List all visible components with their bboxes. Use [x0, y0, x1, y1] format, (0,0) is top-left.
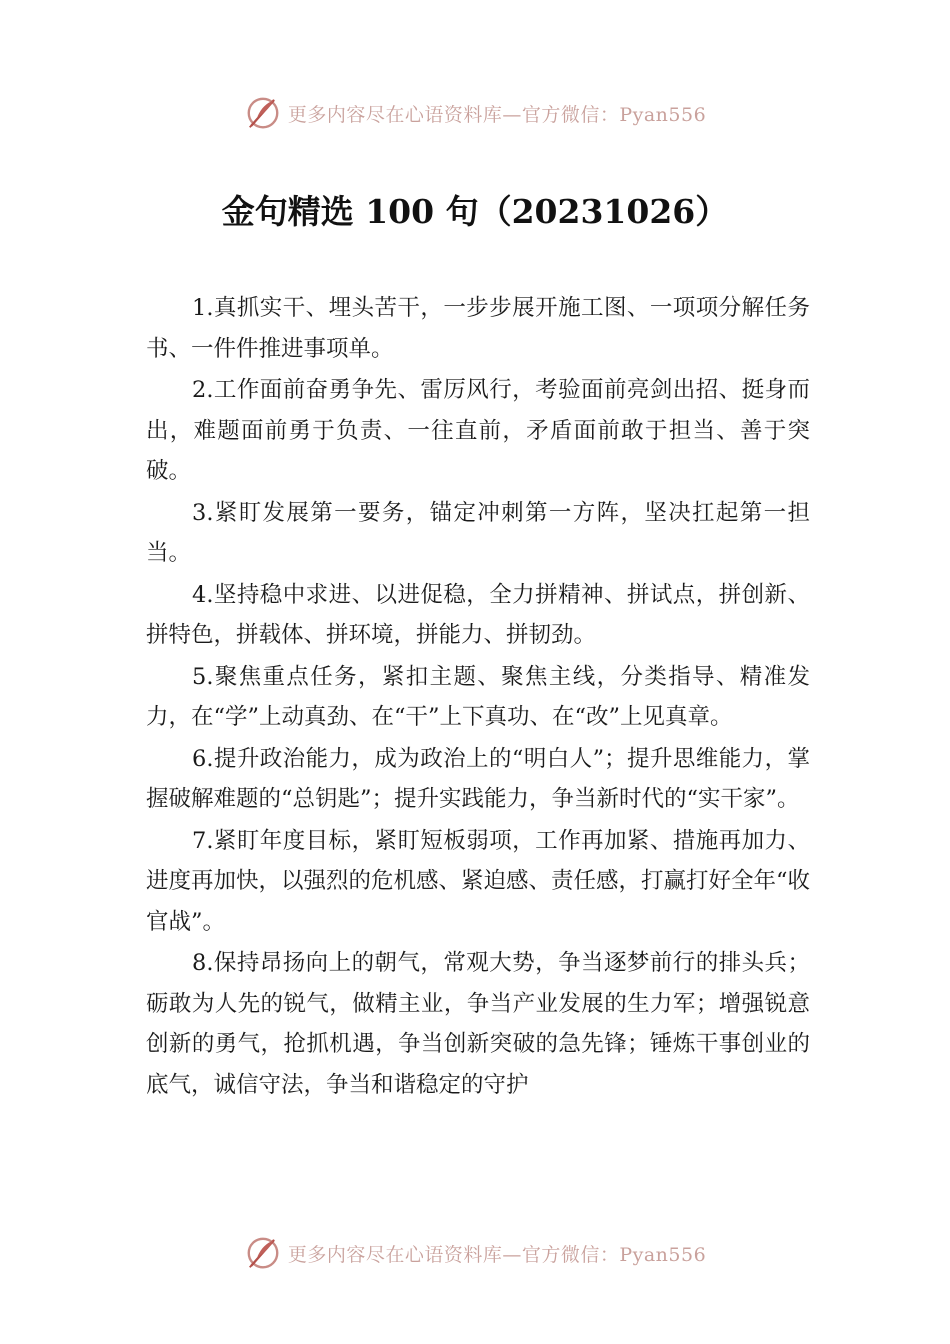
paragraph-5: 5.聚焦重点任务，紧扣主题、聚焦主线，分类指导、精准发力，在“学”上动真劲、在“干”上下真功、在“改”上见真章。 — [146, 663, 810, 730]
watermark-text: 更多内容尽在心语资料库—官方微信：Pyan556 — [287, 103, 707, 126]
paragraph-7: 7.紧盯年度目标，紧盯短板弱项，工作再加紧、措施再加力、进度再加快，以强烈的危机感、紧迫感、责任感，打赢打好全年“收官战”。 — [146, 827, 811, 935]
paragraph-2: 2.工作面前奋勇争先、雷厉风行，考验面前亮剑出招、挺身而出，难题面前勇于负责、一往直前，矛盾面前敢于担当、善于突破。 — [146, 377, 810, 484]
quill-logo-icon — [244, 94, 282, 132]
paragraph-4: 4.坚持稳中求进、以进促稳，全力拼精神、拼试点，拼创新、拼特色，拼载体、拼环境，拼能力、拼韧劲。 — [146, 581, 810, 648]
paragraph-3: 3.紧盯发展第一要务，锚定冲刺第一方阵，坚决扛起第一担当。 — [146, 499, 810, 566]
paragraph-8: 8.保持昂扬向上的朝气，常观大势，争当逐梦前行的排头兵；砺敢为人先的锐气，做精主业，争当产业发展的生力军；增强锐意创新的勇气，抢抓机遇，争当创新突破的急先锋；锤炼干事创业的底气，诚信守法，争当和谐稳定的守护 — [146, 950, 810, 1098]
paragraph-6: 6.提升政治能力，成为政治上的“明白人”；提升思维能力，掌握破解难题的“总钥匙”；提升实践能力，争当新时代的“实干家”。 — [146, 745, 810, 812]
header-watermark — [0, 94, 950, 132]
footer-watermark — [0, 1234, 950, 1272]
document-body — [146, 288, 810, 1106]
document-title: 金句精选 100 句（20231026） — [221, 192, 729, 231]
paragraph-1: 1.真抓实干、埋头苦干，一步步展开施工图、一项项分解任务书、一件件推进事项单。 — [146, 295, 810, 362]
watermark-text: 更多内容尽在心语资料库—官方微信：Pyan556 — [287, 1243, 707, 1266]
quill-logo-icon — [244, 1234, 282, 1272]
